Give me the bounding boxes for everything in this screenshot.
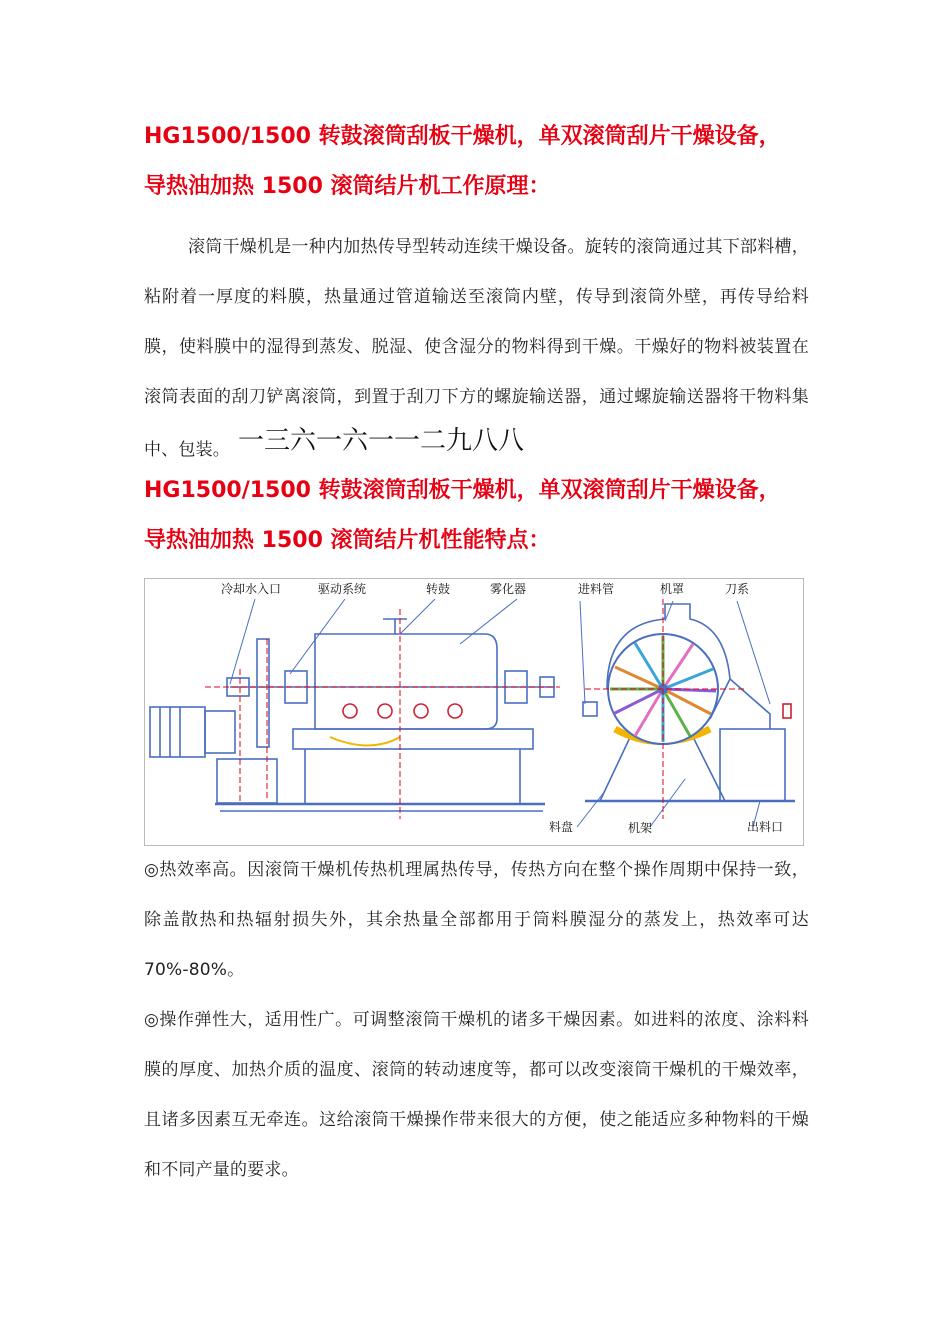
label-outlet: 出料口 [747,820,784,834]
label-drum: 转鼓 [426,582,451,596]
label-cooling-inlet: 冷却水入口 [221,582,282,596]
label-drive-system: 驱动系统 [318,582,367,596]
label-blade: 刀系 [725,582,750,596]
label-frame: 机架 [628,821,653,835]
section1-heading-line1: HG1500/1500 转鼓滚筒刮板干燥机，单双滚筒刮片干燥设备， [144,124,781,149]
label-hood: 机罩 [660,582,685,596]
diagram-svg [145,579,803,845]
label-tray: 料盘 [549,820,574,834]
section1-heading-line2: 导热油加热 1500 滚筒结片机工作原理： [144,174,551,199]
inline-number: 一三六一六一一二九八八 [238,426,525,456]
section2-heading-line1: HG1500/1500 转鼓滚筒刮板干燥机，单双滚筒刮片干燥设备， [144,478,781,503]
feature-thermal-efficiency: ◎热效率高。因滚筒干燥机传热机理属热传导，传热方向在整个操作周期中保持一致，除盖散热和热辐射损失外，其余热量全部都用于筒料膜湿分的蒸发上，热效率可达 70%-80%。 [144,860,809,980]
label-feed-pipe: 进料管 [578,582,615,596]
drum-dryer-diagram [144,578,804,846]
feature-operational-flexibility: ◎操作弹性大，适用性广。可调整滚筒干燥机的诸多干燥因素。如进料的浓度、涂料料膜的厚度、加热介质的温度、滚筒的转动速度等，都可以改变滚筒干燥机的干燥效率，且诸多因素互无牵连。这给滚筒干燥操作带来很大的方便，使之能适应多种物料的干燥和不同产量的要求。 [144,1010,809,1180]
working-principle-text: 滚筒干燥机是一种内加热传导型转动连续干燥设备。旋转的滚筒通过其下部料槽，粘附着一厚度的料膜，热量通过管道输送至滚筒内壁，传导到滚筒外壁，再传导给料膜，使料膜中的湿得到蒸发、脱湿、使含湿分的物料得到干燥。干燥好的物料被装置在滚筒表面的刮刀铲离滚筒，到置于刮刀下方的螺旋输送器，通过螺旋输送器将干物料集中、包装。 [144,237,809,460]
working-principle-paragraph [144,222,809,475]
label-atomizer: 雾化器 [490,582,527,596]
section2-heading-line2: 导热油加热 1500 滚筒结片机性能特点： [144,528,551,553]
